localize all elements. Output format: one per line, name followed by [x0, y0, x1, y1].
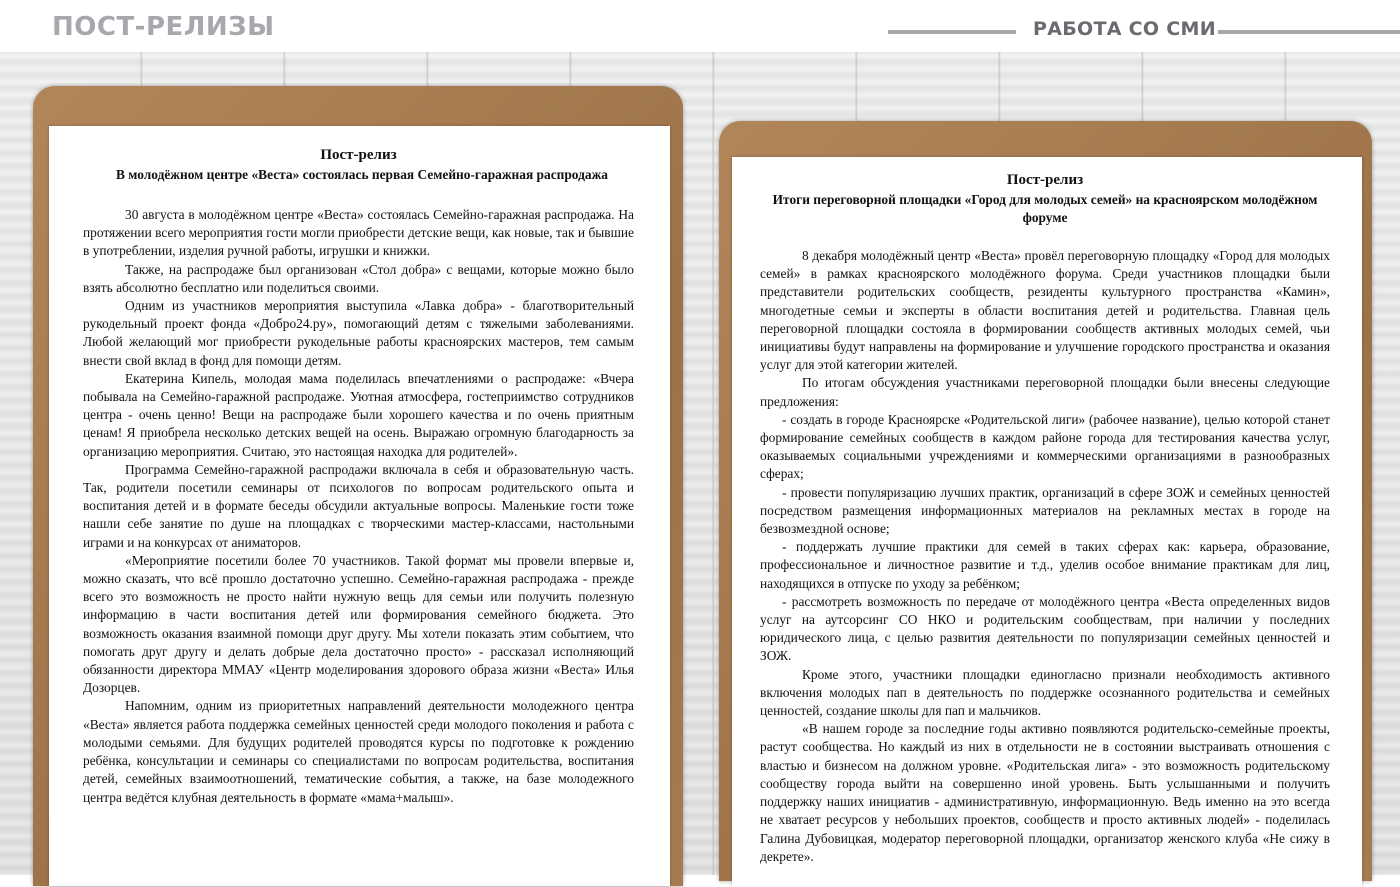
- paragraph: По итогам обсуждения участниками переговорной площадки были внесены следующие предложения:: [760, 375, 1330, 409]
- doc-title: В молодёжном центре «Веста» состоялась первая Семейно-гаражная распродажа: [116, 167, 608, 182]
- paragraph: Екатерина Кипель, молодая мама поделилась впечатлениями о распродаже: «Вчера побывала на Семейно-гаражной распродаже. Уютная атмосфера, гостеприимство сотрудников центра - очень ценно! Вещи на распродаже были хорошего качества и по очень приятным ценам! Я приобрела несколько детских вещей на осень. Выражаю огромную благодарность за организацию мероприятия. Считаю, это настоящая находка для родителей».: [83, 370, 634, 459]
- doc-title: Итоги переговорной площадки «Город для молодых семей» на красноярском молодёжном форуме: [772, 192, 1318, 225]
- paragraph: 30 августа в молодёжном центре «Веста» состоялась Семейно-гаражная распродажа. На протяжении всего мероприятия гости могли приобрести детские вещи, как новые, так и бывшие в употреблении, изделия ручной работы, игрушки и книжки.: [83, 207, 634, 259]
- paragraph: Напомним, одним из приоритетных направлений деятельности молодежного центра «Веста» является работа поддержка семейных ценностей среди молодого поколения и работа с молодыми семьями. Для будущих родителей проводятся курсы по подготовке к рождению ребёнка, консультации и семинары со специалистами по вопросам родительства, воспитания детей, семейных взаимоотношений, тематические события, а также, на базе молодежного центра ведётся клубная деятельность в формате «мама+малыш».: [83, 698, 634, 805]
- page-title: ПОСТ-РЕЛИЗЫ: [52, 12, 275, 42]
- paragraph: «Мероприятие посетили более 70 участников. Такой формат мы провели впервые и, можно сказать, что всё прошло достаточно успешно. Семейно-гаражная распродажа - прежде всего это возможность не просто найти нужную вещь для семьи или получить полезную информацию в части воспитания детей или формирования семейного бюджета. Это возможность оказания взаимной помощи друг другу. Мы хотели показать этим событием, что помогать друг другу и делать добрые дела достаточно просто» - рассказал исполняющий обязанности директора ММАУ «Центр моделирования здорового образа жизни «Веста» Илья Дозорцев.: [83, 552, 634, 696]
- paragraph: Кроме этого, участники площадки единогласно признали необходимость активного включения молодых пап в деятельность по поддержке осознанного родительства и семейных ценностей, создание школы для пап и мальчиков.: [760, 666, 1330, 719]
- page-header: [0, 0, 1400, 52]
- doc-body: [760, 247, 1330, 866]
- proposal-item: - провести популяризацию лучших практик, организаций в сфере ЗОЖ и семейных ценностей посредством размещения информационных материалов на рекламных местах в городе на безвозмездной основе;: [760, 484, 1330, 537]
- doc-label: Пост-релиз: [1006, 172, 1084, 188]
- doc-label: Пост-релиз: [320, 147, 397, 163]
- section-title: РАБОТА СО СМИ: [1033, 18, 1216, 40]
- doc-body: [83, 206, 634, 807]
- proposal-item: - рассмотреть возможность по передаче от молодёжного центра «Веста определенных видов услуг на аутсорсинг СО НКО и родительским сообществам, при наличии у последних юридического лица, с целью развития деятельности по популяризации семейных ценностей и ЗОЖ.: [760, 593, 1330, 664]
- paragraph: 8 декабря молодёжный центр «Веста» провёл переговорную площадку «Город для молодых семей» в рамках красноярского молодёжного форума. Среди участников площадки были представители родительских сообществ, резиденты культурного пространства «Камин», многодетные семьи и эксперты в области воспитания детей и родительства. Главная цель переговорной площадки состояла в формировании сообществ активных молодых семей, чьи инициативы будут направлены на формирование и улучшение городского пространства и оказания услуг для этой категории жителей.: [760, 248, 1330, 373]
- proposal-item: - поддержать лучшие практики для семей в таких сферах как: карьера, образование, профессиональное и личностное развитие и т.д., уделив особое внимание практикам для лиц, находящихся в отпуске по уходу за ребёнком;: [760, 539, 1330, 591]
- paragraph: Также, на распродаже был организован «Стол добра» с вещами, которые можно было взять абсолютно бесплатно или поделиться своими.: [83, 261, 634, 295]
- proposal-item: - создать в городе Красноярске «Родительской лиги» (рабочее название), целью которой станет формирование семейных сообществ в каждом районе города для тестирования качества услуг, оказываемых социальными учреждениями и коммерческими организациями в разнообразных сферах;: [760, 411, 1330, 482]
- paragraph: Программа Семейно-гаражной распродажи включала в себя и образовательную часть. Так, родители посетили семинары от психологов по вопросам родительского опыта и воспитания детей и в формате беседы обсудили актуальные вопросы. Маленькие гости тоже нашли себе занятие по душе на площадках с творческими мастер-классами, настольными играми и на конкурсах от аниматоров.: [83, 461, 634, 550]
- header-divider-right: [1218, 30, 1400, 34]
- paragraph: Одним из участников мероприятия выступила «Лавка добра» - благотворительный рукодельный проект фонда «Добро24.ру», помогающий детям с тяжелыми заболеваниями. Любой желающий мог приобрести рукодельные работы красноярских мастеров, тем самым внести свой вклад в фонд для помощи детям.: [83, 298, 634, 368]
- press-release-right: [732, 157, 1362, 887]
- paragraph: «В нашем городе за последние годы активно появляются родительско-семейные проекты, растут сообщества. Но каждый из них в отдельности не в состоянии выстраивать отношения с властью и бизнесом на должном уровне. «Родительская лига» - это возможность родительскому сообществу города выйти на совершенно иной уровень. Быть услышанными и получить поддержку наших инициатив - административную, информационную. Ведь именно на это всегда не хватает ресурсов у небольших проектов, сообществ и просто активных людей» - поделилась Галина Дубовицкая, модератор переговорной площадки, организатор женского клуба «Не сижу в декрете».: [760, 721, 1330, 864]
- header-divider-left: [888, 30, 1016, 34]
- press-release-left: [49, 126, 670, 886]
